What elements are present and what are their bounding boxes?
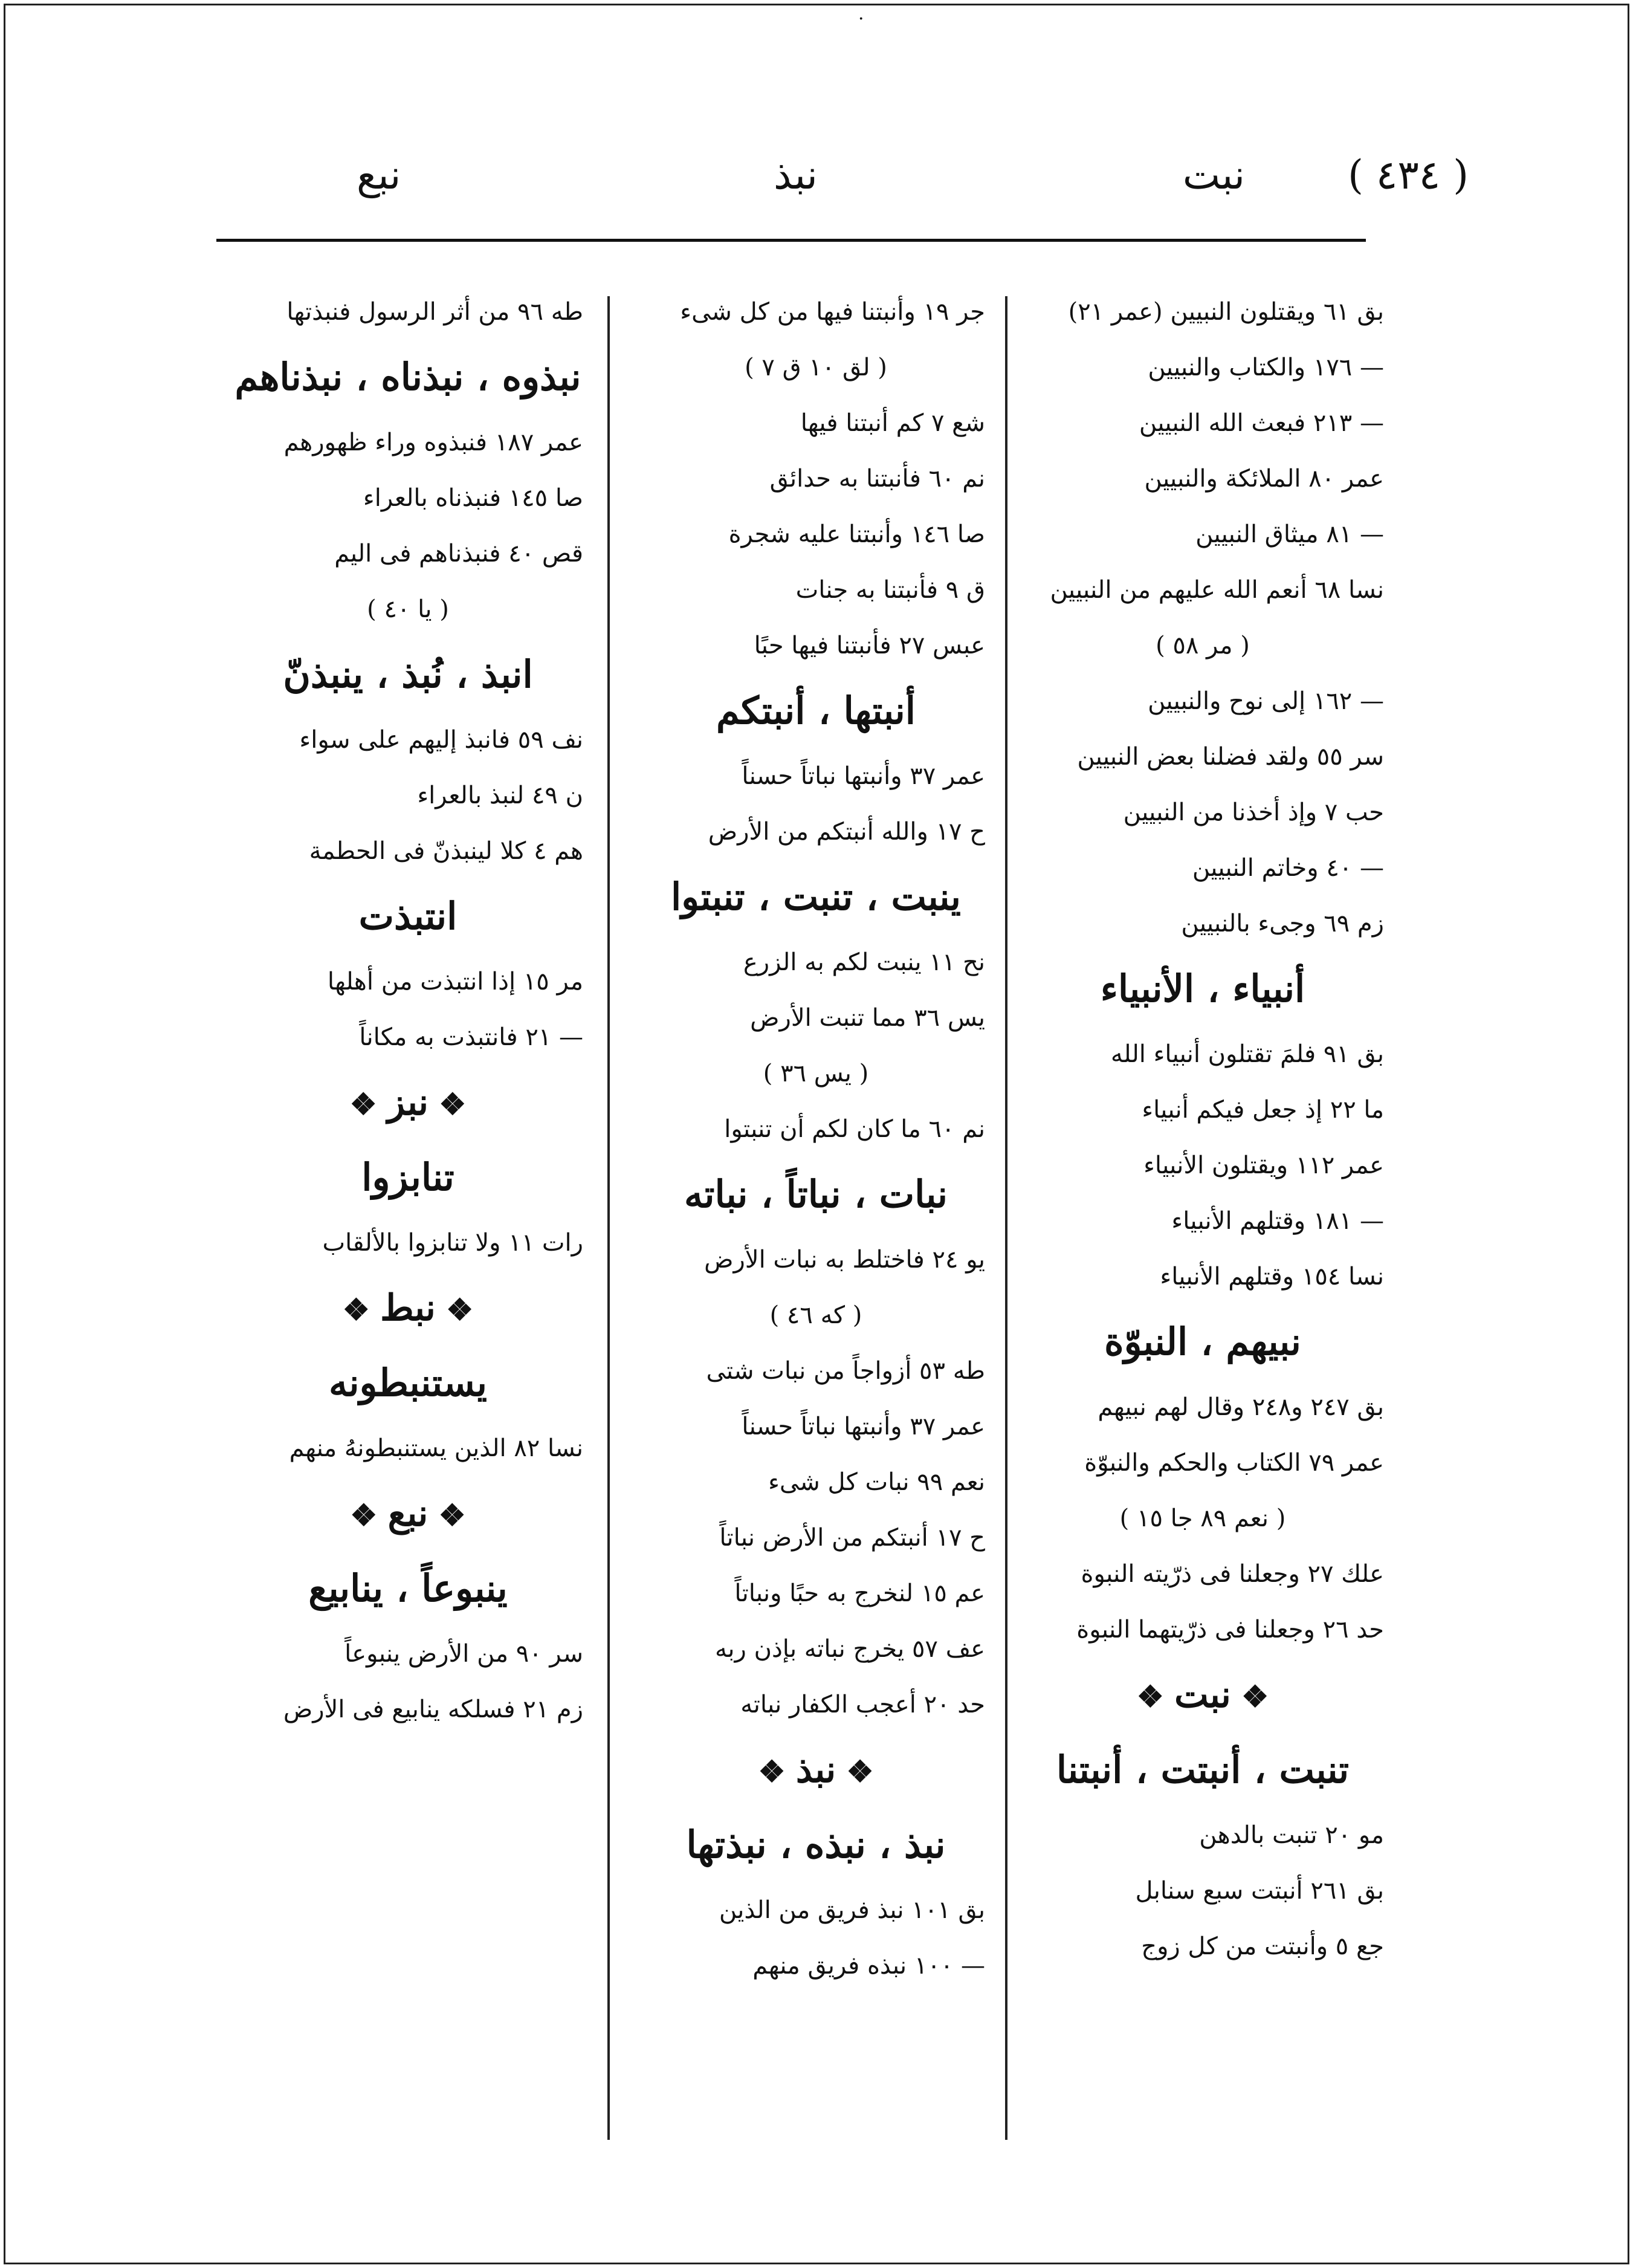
word-heading: تنبت ، أنبتت ، أنبتنا (1056, 1748, 1350, 1792)
entry-line: حد ٢٦ وجعلنا فى ذرّيتهما النبوة (1076, 1616, 1384, 1644)
root-heading (233, 1476, 583, 1551)
entry-line: يو ٢٤ فاختلط به نبات الأرض (704, 1246, 985, 1274)
word-heading: نبات ، نباتاً ، نباته (684, 1172, 948, 1216)
entry-line: شع ٧ كم أنبتنا فيها (800, 409, 985, 437)
root-label: نبت (1174, 1674, 1231, 1716)
entry-line: يس ٣٦ مما تنبت الأرض (750, 1004, 985, 1032)
entry-line: حب ٧ وإذ أخذنا من النبيين (1123, 799, 1384, 826)
cross-reference: ( لق ١٠ ق ٧ ) (745, 354, 887, 381)
middle-column (647, 284, 985, 1994)
top-mark: · (858, 8, 864, 30)
entry-line: نسا ٦٨ أنعم الله عليهم من النبيين (1050, 576, 1384, 604)
word-heading: ينبت ، تنبت ، تنبتوا (670, 875, 962, 919)
entry-line: عمر ٣٧ وأنبتها نباتاً حسناً (742, 762, 985, 790)
entry-line: عم ١٥ لنخرج به حبًا ونباتاً (734, 1580, 985, 1607)
entry-line: طه ٩٦ من أثر الرسول فنبذتها (286, 298, 583, 326)
word-heading: انبذ ، نُبذ ، ينبذنّ (283, 652, 533, 696)
ornament-icon: ❖ (836, 1754, 874, 1789)
cross-reference: ( يا ٤٠ ) (367, 595, 449, 623)
ornament-icon: ❖ (349, 1086, 388, 1122)
left-column (233, 284, 583, 1737)
entry-line: نعم ٩٩ نبات كل شىء (768, 1468, 985, 1496)
root-label: نبع (387, 1492, 428, 1535)
entry-line: نح ١١ ينبت لكم به الزرع (743, 948, 985, 976)
entry-line: — ١٧٦ والكتاب والنبيين (1148, 354, 1384, 381)
entry-line: — ١٠٠ نبذه فريق منهم (752, 1952, 985, 1980)
cross-reference: ( كه ٤٦ ) (769, 1301, 862, 1329)
entry-line: — ١٦٢ إلى نوح والنبيين (1148, 687, 1384, 715)
entry-line: عمر ٧٩ الكتاب والحكم والنبوّة (1084, 1449, 1384, 1477)
header-word-middle: نبذ (774, 152, 818, 198)
entry-line: عف ٥٧ يخرج نباته بإذن ربه (714, 1635, 985, 1663)
entry-line: بق ٢٤٧ و٢٤٨ وقال لهم نبيهم (1098, 1393, 1384, 1421)
root-heading (1021, 1657, 1384, 1732)
cross-reference: ( مر ٥٨ ) (1156, 632, 1250, 659)
cross-reference: ( نعم ٨٩ جا ١٥ ) (1119, 1505, 1286, 1532)
root-heading (233, 1271, 583, 1346)
entry-line: مو ٢٠ تنبت بالدهن (1199, 1821, 1384, 1849)
entry-line: عمر ٣٧ وأنبتها نباتاً حسناً (742, 1413, 985, 1440)
entry-line: طه ٥٣ أزواجاً من نبات شتى (706, 1357, 985, 1385)
ornament-icon: ❖ (435, 1292, 474, 1327)
word-heading: تنابزوا (361, 1155, 454, 1199)
entry-line: حد ٢٠ أعجب الكفار نباته (740, 1691, 985, 1719)
word-heading: انتبذت (358, 894, 458, 938)
entry-line: — ٨١ ميثاق النبيين (1195, 520, 1384, 548)
page-number: ( ٤٣٤ ) (1348, 152, 1469, 198)
ornament-icon: ❖ (428, 1497, 466, 1533)
ornament-icon: ❖ (342, 1292, 381, 1327)
cross-reference: ( يس ٣٦ ) (763, 1060, 869, 1087)
entry-line: صا ١٤٦ وأنبتنا عليه شجرة (728, 520, 985, 548)
page-header (218, 145, 1469, 218)
word-heading: أنبتها ، أنبتكم (716, 688, 916, 733)
right-column (1021, 284, 1384, 1974)
ornament-icon: ❖ (1230, 1679, 1269, 1714)
entry-line: ح ١٧ والله أنبتكم من الأرض (708, 818, 985, 846)
ornament-icon: ❖ (1136, 1679, 1175, 1714)
entry-line: بق ٦١ ويقتلون النبيين (عمر ٢١) (1068, 298, 1384, 326)
entry-line: بق ٢٦١ أنبتت سبع سنابل (1135, 1877, 1384, 1905)
entry-line: زم ٢١ فسلكه ينابيع فى الأرض (283, 1696, 583, 1723)
root-label: نبذ (795, 1749, 836, 1791)
entry-line: بق ١٠١ نبذ فريق من الذين (719, 1896, 985, 1924)
column-divider-left (607, 296, 610, 2140)
entry-line: نسا ١٥٤ وقتلهم الأنبياء (1160, 1263, 1384, 1291)
entry-line: ق ٩ فأنبتنا به جنات (795, 576, 985, 604)
entry-line: سر ٥٥ ولقد فضلنا بعض النبيين (1077, 743, 1384, 771)
entry-line: رات ١١ ولا تنابزوا بالألقاب (322, 1229, 583, 1257)
entry-line: صا ١٤٥ فنبذناه بالعراء (363, 484, 583, 512)
word-heading: أنبياء ، الأنبياء (1100, 967, 1305, 1011)
header-rule (216, 239, 1366, 242)
entry-line: عبس ٢٧ فأنبتنا فيها حبًا (754, 632, 985, 659)
entry-line: قص ٤٠ فنبذناهم فى اليم (334, 540, 583, 568)
entry-line: نف ٥٩ فانبذ إليهم على سواء (299, 726, 583, 754)
root-label: نبط (380, 1287, 436, 1329)
word-heading: نبيهم ، النبوّة (1104, 1320, 1301, 1364)
entry-line: عمر ١١٢ ويقتلون الأنبياء (1143, 1152, 1384, 1179)
entry-line: — ٤٠ وخاتم النبيين (1192, 854, 1384, 882)
root-heading (233, 1065, 583, 1140)
entry-line: ن ٤٩ لنبذ بالعراء (417, 782, 583, 809)
entry-line: هم ٤ كلا لينبذنّ فى الحطمة (309, 837, 583, 865)
word-heading: يستنبطونه (328, 1361, 488, 1405)
entry-line: عمر ٨٠ الملائكة والنبيين (1144, 465, 1384, 493)
entry-line: ما ٢٢ إذ جعل فيكم أنبياء (1142, 1096, 1384, 1124)
entry-line: ح ١٧ أنبتكم من الأرض نباتاً (719, 1524, 985, 1552)
word-heading: نبذوه ، نبذناه ، نبذناهم (234, 355, 581, 399)
ornament-icon: ❖ (758, 1754, 796, 1789)
entry-line: سر ٩٠ من الأرض ينبوعاً (344, 1640, 583, 1668)
header-word-right: نبت (1182, 152, 1245, 198)
entry-line: مر ١٥ إذا انتبذت من أهلها (327, 968, 583, 996)
root-heading (647, 1732, 985, 1807)
entry-line: — ١٨١ وقتلهم الأنبياء (1171, 1207, 1384, 1235)
entry-line: بق ٩١ فلمَ تقتلون أنبياء الله (1110, 1040, 1384, 1068)
entry-line: عمر ١٨٧ فنبذوه وراء ظهورهم (283, 429, 583, 456)
ornament-icon: ❖ (428, 1086, 467, 1122)
entry-line: علك ٢٧ وجعلنا فى ذرّيته النبوة (1081, 1560, 1384, 1588)
word-heading: ينبوعاً ، ينابيع (308, 1566, 508, 1610)
entry-line: — ٢١ فانتبذت به مكاناً (359, 1023, 583, 1051)
entry-line: جع ٥ وأنبتت من كل زوج (1141, 1933, 1384, 1960)
entry-line: — ٢١٣ فبعث الله النبيين (1139, 409, 1384, 437)
column-divider-right (1005, 296, 1007, 2140)
entry-line: نسا ٨٢ الذين يستنبطونهُ منهم (289, 1434, 583, 1462)
header-word-left: نبع (357, 152, 401, 198)
entry-line: زم ٦٩ وجىء بالنبيين (1181, 910, 1384, 938)
ornament-icon: ❖ (350, 1497, 388, 1533)
entry-line: جر ١٩ وأنبتنا فيها من كل شىء (680, 298, 985, 326)
entry-line: نم ٦٠ ما كان لكم أن تنبتوا (724, 1115, 985, 1143)
entry-line: نم ٦٠ فأنبتنا به حدائق (769, 465, 985, 493)
word-heading: نبذ ، نبذه ، نبذتها (686, 1822, 946, 1867)
root-label: نبز (387, 1081, 428, 1124)
